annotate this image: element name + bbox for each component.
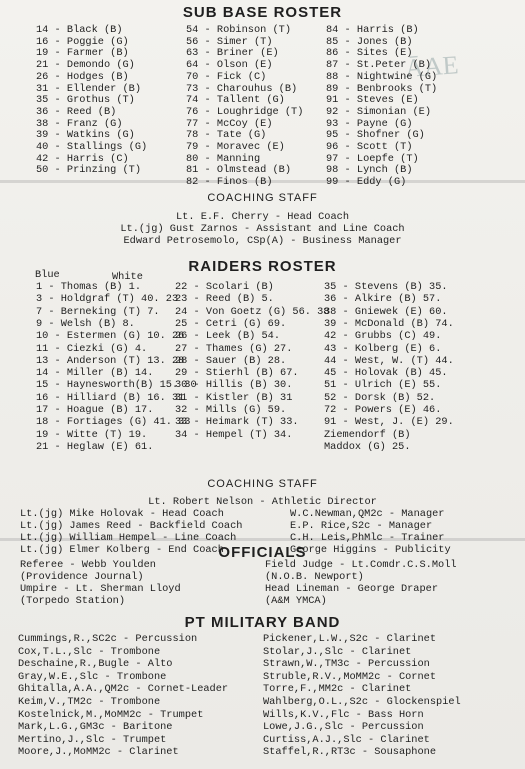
roster-entry: 28 - Sauer (B) 28. bbox=[175, 354, 287, 367]
band-member: Kostelnick,M.,MoMM2c - Trumpet bbox=[18, 708, 204, 721]
band-member: Stolar,J.,Slc - Clarinet bbox=[263, 645, 412, 658]
roster-entry: 16 - Hilliard (B) 16. 31 bbox=[36, 391, 185, 404]
roster-entry: 24 - Von Goetz (G) 56. 38 bbox=[175, 305, 330, 318]
official-line: Field Judge - Lt.Comdr.C.S.Moll bbox=[265, 559, 457, 571]
band-member: Strawn,W.,TM3c - Percussion bbox=[263, 658, 430, 671]
official-line: Umpire - Lt. Sherman Lloyd bbox=[20, 583, 181, 595]
roster-entry: 14 - Miller (B) 14. bbox=[36, 367, 154, 380]
white-label: White bbox=[112, 271, 143, 283]
roster-entry: 25 - Cetri (G) 69. bbox=[175, 317, 287, 330]
roster-entry: 10 - Estermen (G) 10. 26 bbox=[36, 330, 185, 343]
roster-entry: 92 - Simonian (E) bbox=[326, 105, 432, 118]
roster-entry: 80 - Manning bbox=[186, 152, 261, 165]
coach-line: Lt.(jg) William Hempel - Line Coach bbox=[20, 532, 237, 544]
roster-entry: 35 - Grothus (T) bbox=[36, 94, 135, 107]
blue-label: Blue bbox=[35, 269, 60, 281]
band-member: Curtiss,A.J.,Slc - Clarinet bbox=[263, 733, 430, 746]
band-member: Wahlberg,O.L.,S2c - Glockenspiel bbox=[263, 696, 461, 708]
roster-entry: 64 - Olson (E) bbox=[186, 59, 273, 72]
roster-entry: 84 - Harris (B) bbox=[326, 24, 419, 36]
band-member: Deschaine,R.,Bugle - Alto bbox=[18, 658, 173, 671]
roster-entry: 21 - Heglaw (E) 61. bbox=[36, 440, 154, 453]
roster-entry: 36 - Reed (B) bbox=[36, 105, 117, 118]
roster-entry: 19 - Witte (T) 19. bbox=[36, 428, 148, 441]
official-line: (Torpedo Station) bbox=[20, 595, 126, 607]
staff-line: George Higgins - Publicity bbox=[290, 544, 451, 556]
band-member: Pickener,L.W.,S2c - Clarinet bbox=[263, 633, 437, 645]
roster-entry: 52 - Dorsk (B) 52. bbox=[324, 391, 436, 404]
band-member: Wills,K.V.,Flc - Bass Horn bbox=[263, 708, 424, 721]
roster-entry: 87 - St.Peter (B) bbox=[326, 59, 432, 72]
roster-entry: Ziemendorf (B) bbox=[324, 428, 411, 441]
roster-entry: 23 - Reed (B) 5. bbox=[175, 293, 274, 306]
military-band-title: PT MILITARY BAND bbox=[184, 614, 341, 631]
roster-entry: 39 - Watkins (G) bbox=[36, 129, 135, 142]
roster-entry: 72 - Powers (E) 46. bbox=[324, 404, 442, 416]
roster-entry: 13 - Anderson (T) 13. 28 bbox=[36, 354, 185, 367]
band-member: Gray,W.E.,Slc - Trombone bbox=[18, 670, 167, 683]
roster-entry: 73 - Charouhus (B) bbox=[186, 82, 298, 95]
roster-entry: 22 - Scolari (B) bbox=[175, 281, 274, 293]
athletic-director-line: Lt. Robert Nelson - Athletic Director bbox=[148, 496, 377, 508]
band-member: Mark,L.G.,GM3c - Baritone bbox=[18, 721, 173, 734]
band-member: Staffel,R.,RT3c - Sousaphone bbox=[263, 746, 437, 759]
roster-entry: 86 - Sites (E) bbox=[326, 47, 413, 60]
roster-entry: 15 - Haynesworth(B) 15. 30 bbox=[36, 379, 197, 392]
staff-line: Lt. E.F. Cherry - Head Coach bbox=[175, 211, 350, 223]
roster-entry: 26 - Leek (B) 54. bbox=[175, 330, 281, 343]
roster-entry: 50 - Prinzing (T) bbox=[36, 164, 142, 177]
staff-line: E.P. Rice,S2c - Manager bbox=[290, 520, 433, 532]
band-member: Cox,T.L.,Slc - Trombone bbox=[18, 645, 161, 658]
roster-entry: 82 - Finos (B) bbox=[186, 176, 273, 189]
roster-entry: Maddox (G) 25. bbox=[324, 440, 411, 453]
band-member: Moore,J.,MoMM2c - Clarinet bbox=[18, 746, 179, 759]
roster-entry: 44 - West, W. (T) 44. bbox=[324, 354, 454, 367]
roster-entry: 81 - Olmstead (B) bbox=[186, 164, 292, 177]
roster-entry: 63 - Briner (E) bbox=[186, 47, 279, 60]
roster-entry: 42 - Harris (C) bbox=[36, 152, 129, 165]
roster-entry: 38 - Gniewek (E) 60. bbox=[324, 305, 448, 318]
roster-entry: 14 - Black (B) bbox=[36, 24, 123, 36]
roster-entry: 38 - Franz (G) bbox=[36, 117, 123, 130]
roster-entry: 88 - Nightwine (G) bbox=[326, 70, 438, 83]
faded-stamp: ĀAE bbox=[404, 50, 460, 83]
staff-line: Lt.(jg) Gust Zarnos - Assistant and Line Coach bbox=[120, 223, 405, 235]
official-line: (A&M YMCA) bbox=[265, 595, 327, 607]
sub-base-roster-title: SUB BASE ROSTER bbox=[182, 4, 343, 21]
roster-entry: 26 - Hodges (B) bbox=[36, 70, 129, 83]
roster-entry: 70 - Fick (C) bbox=[186, 70, 267, 83]
roster-entry: 51 - Ulrich (E) 55. bbox=[324, 379, 442, 392]
roster-entry: 74 - Tallent (G) bbox=[186, 94, 285, 107]
roster-entry: 18 - Fortiages (G) 41. 33 bbox=[36, 416, 191, 429]
raiders-roster-title: RAIDERS ROSTER bbox=[188, 258, 337, 275]
roster-entry: 36 - Alkire (B) 57. bbox=[324, 293, 442, 306]
band-member: Struble,R.V.,MoMM2c - Cornet bbox=[263, 670, 437, 683]
roster-entry: 31 - Ellender (B) bbox=[36, 82, 142, 95]
roster-entry: 91 - West, J. (E) 29. bbox=[324, 416, 454, 429]
roster-entry: 95 - Shofner (G) bbox=[326, 129, 425, 142]
roster-entry: 93 - Payne (G) bbox=[326, 117, 413, 130]
roster-entry: 9 - Welsh (B) 8. bbox=[36, 317, 135, 330]
sub-base-coaching-staff-title: COACHING STAFF bbox=[207, 192, 318, 204]
band-member: Mertino,J.,Slc - Trumpet bbox=[18, 733, 167, 746]
roster-entry: 56 - Simer (T) bbox=[186, 35, 273, 48]
roster-entry: 34 - Hempel (T) 34. bbox=[175, 428, 293, 441]
staff-line: C.H. Leis,PhMlc - Trainer bbox=[290, 532, 445, 544]
roster-entry: 30 - Hillis (B) 30. bbox=[175, 379, 293, 392]
roster-entry: 11 - Ciezki (G) 4. bbox=[36, 342, 148, 355]
roster-entry: 33 - Heimark (T) 33. bbox=[175, 416, 299, 429]
roster-entry: 27 - Thames (G) 27. bbox=[175, 342, 293, 355]
roster-entry: 77 - McCoy (E) bbox=[186, 117, 273, 130]
roster-entry: 42 - Grubbs (C) 49. bbox=[324, 330, 442, 343]
roster-entry: 39 - McDonald (B) 74. bbox=[324, 317, 454, 330]
band-member: Cummings,R.,SC2c - Percussion bbox=[18, 633, 198, 645]
roster-entry: 7 - Berneking (T) 7. bbox=[36, 305, 160, 318]
roster-entry: 85 - Jones (B) bbox=[326, 35, 413, 48]
roster-entry: 35 - Stevens (B) 35. bbox=[324, 281, 448, 293]
roster-entry: 54 - Robinson (T) bbox=[186, 24, 292, 36]
roster-entry: 96 - Scott (T) bbox=[326, 141, 413, 153]
roster-entry: 97 - Loepfe (T) bbox=[326, 152, 419, 165]
roster-entry: 17 - Hoague (B) 17. bbox=[36, 404, 154, 416]
staff-line: Edward Petrosemolo, CSp(A) - Business Manager bbox=[123, 235, 402, 247]
roster-entry: 21 - Demondo (G) bbox=[36, 59, 135, 72]
band-member: Torre,F.,MM2c - Clarinet bbox=[263, 683, 412, 696]
roster-entry: 43 - Kolberg (E) 6. bbox=[324, 342, 442, 355]
coach-line: Lt.(jg) Mike Holovak - Head Coach bbox=[20, 508, 224, 520]
staff-line: W.C.Newman,QM2c - Manager bbox=[290, 508, 445, 520]
band-member: Keim,V.,TM2c - Trombone bbox=[18, 696, 161, 708]
roster-entry: 1 - Thomas (B) 1. bbox=[36, 281, 142, 293]
band-member: Ghitalla,A.A.,QM2c - Cornet-Leader bbox=[18, 683, 229, 696]
roster-entry: 31 - Kistler (B) 31 bbox=[175, 391, 293, 404]
coach-line: Lt.(jg) James Reed - Backfield Coach bbox=[20, 520, 243, 532]
officials-title: OFFICIALS bbox=[218, 544, 307, 561]
roster-entry: 76 - Loughridge (T) bbox=[186, 105, 304, 118]
official-line: (Providence Journal) bbox=[20, 571, 144, 583]
roster-entry: 91 - Steves (E) bbox=[326, 94, 419, 107]
roster-entry: 78 - Tate (G) bbox=[186, 129, 267, 142]
raiders-coaching-staff-title: COACHING STAFF bbox=[207, 478, 318, 490]
roster-entry: 40 - Stallings (G) bbox=[36, 141, 148, 153]
roster-entry: 19 - Farmer (B) bbox=[36, 47, 129, 60]
band-member: Lowe,J.G.,Slc - Percussion bbox=[263, 721, 424, 734]
roster-entry: 79 - Moravec (E) bbox=[186, 141, 285, 153]
official-line: Referee - Webb Youlden bbox=[20, 559, 156, 571]
roster-entry: 3 - Holdgraf (T) 40. 23 bbox=[36, 293, 179, 306]
roster-entry: 32 - Mills (G) 59. bbox=[175, 404, 287, 416]
roster-entry: 29 - Stierhl (B) 67. bbox=[175, 367, 299, 380]
roster-entry: 99 - Eddy (G) bbox=[326, 176, 407, 189]
roster-entry: 16 - Poggie (G) bbox=[36, 35, 129, 48]
roster-entry: 98 - Lynch (B) bbox=[326, 164, 413, 177]
roster-entry: 89 - Benbrooks (T) bbox=[326, 82, 438, 95]
official-line: Head Lineman - George Draper bbox=[265, 583, 439, 595]
coach-line: Lt.(jg) Elmer Kolberg - End Coach bbox=[20, 544, 224, 556]
official-line: (N.O.B. Newport) bbox=[265, 571, 364, 583]
roster-entry: 45 - Holovak (B) 45. bbox=[324, 367, 448, 380]
